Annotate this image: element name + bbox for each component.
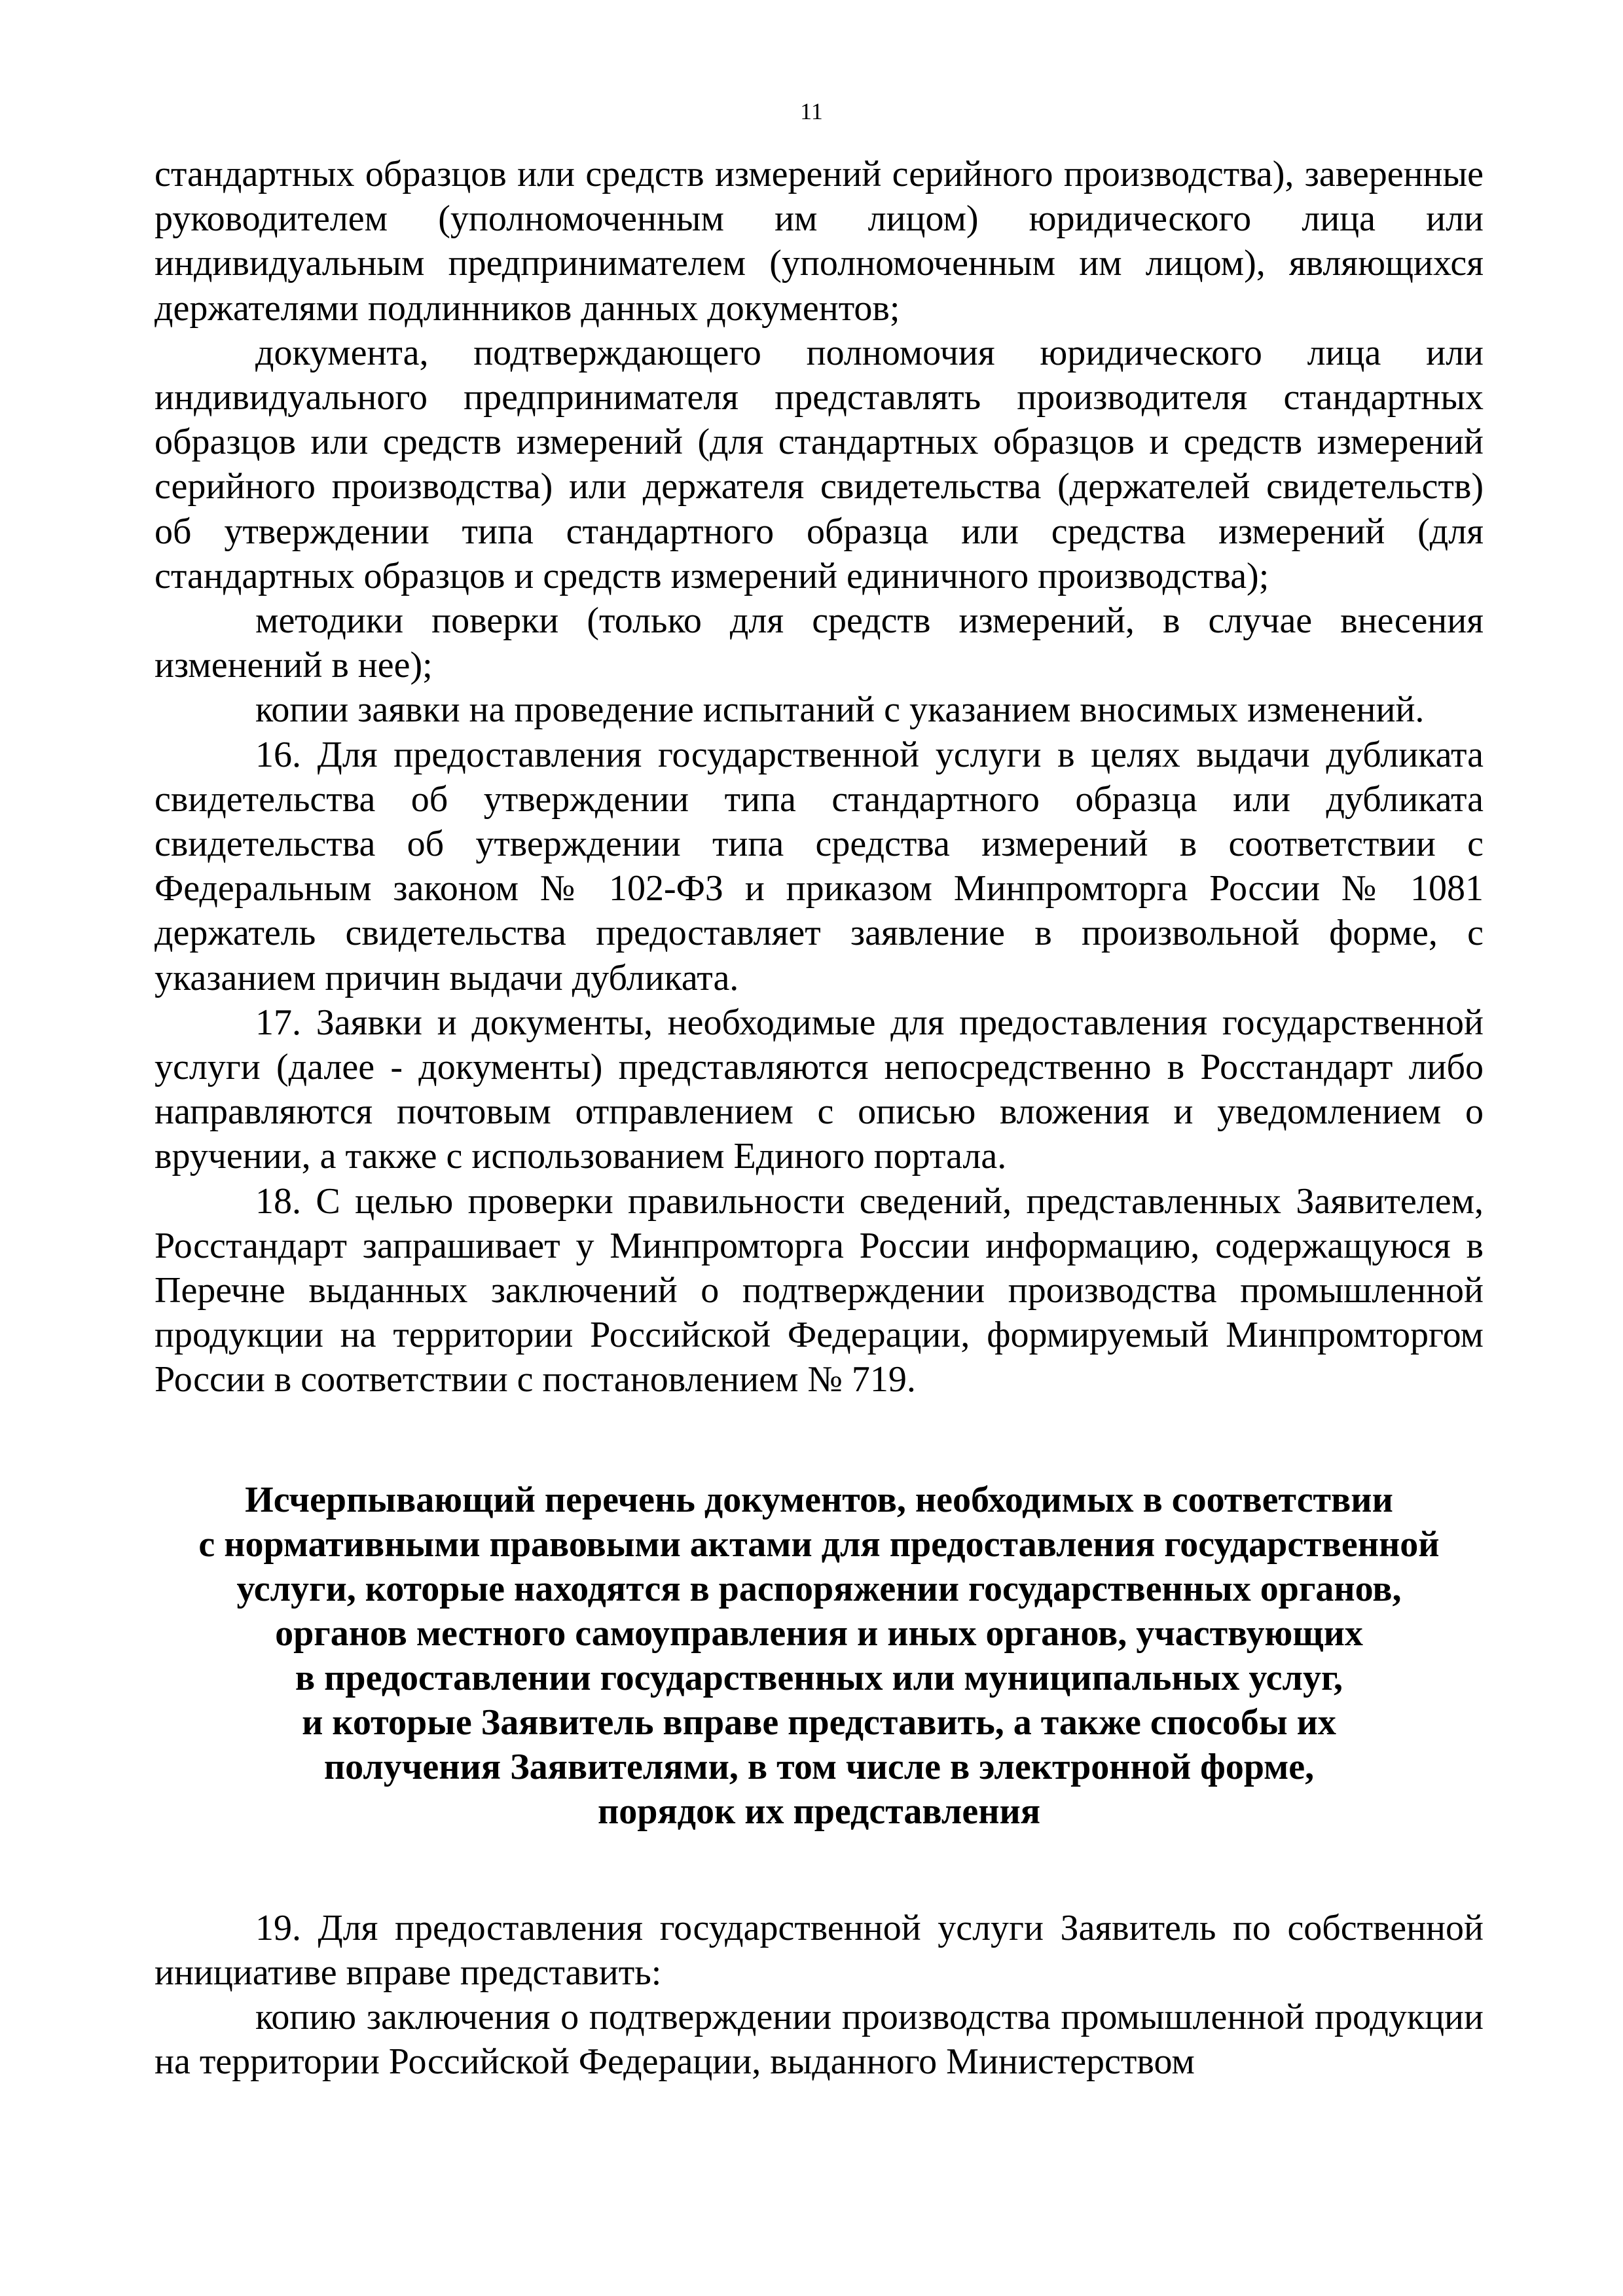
heading-line: органов местного самоуправления и иных органов, участвующих <box>275 1613 1363 1654</box>
heading-line: и которые Заявитель вправе представить, а также способы их <box>302 1702 1336 1743</box>
paragraph-conclusion-copy: копию заключения о подтверждении производства промышленной продукции на территории Российской Федерации, выданного Министерством <box>155 1997 1484 2083</box>
paragraph-18: 18. С целью проверки правильности сведений, представленных Заявителем, Росстандарт запрашивает у Минпромторга России информацию, содержащуюся в Перечне выданных заключений о подтверждении производства промышленной продукции на территории Российской Федерации, формируемый Минпромторгом России в соответствии с постановлением № 719. <box>155 1180 1484 1400</box>
section-heading <box>155 1478 1484 1834</box>
paragraph-authority-document: документа, подтверждающего полномочия юридического лица или индивидуального предпринимателя представлять производителя стандартных образцов или средств измерений (для стандартных образцов и средств измерений серийного производства) или держателя свидетельства (держателей свидетельств) об утверждении типа стандартного образца или средства измерений (для стандартных образцов и средств измерений единичного производства); <box>155 332 1484 596</box>
heading-line: услуги, которые находятся в распоряжении государственных органов, <box>236 1568 1402 1609</box>
heading-line: с нормативными правовыми актами для предоставления государственной <box>198 1523 1440 1565</box>
paragraph-17: 17. Заявки и документы, необходимые для предоставления государственной услуги (далее - документы) представляются непосредственно в Росстандарт либо направляются почтовым отправлением с описью вложения и уведомлением о вручении, а также с использованием Единого портала. <box>155 1002 1484 1177</box>
page-number: 11 <box>800 98 823 124</box>
paragraph-verification-methods: методики поверки (только для средств измерений, в случае внесения изменений в нее); <box>155 600 1484 686</box>
document-body <box>155 152 1484 2085</box>
paragraph-16: 16. Для предоставления государственной услуги в целях выдачи дубликата свидетельства об утверждении типа стандартного образца или дубликата свидетельства об утверждении типа средства измерений в соответствии с Федеральным законом № 102-ФЗ и приказом Минпромторга России № 1081 держатель свидетельства предоставляет заявление в произвольной форме, с указанием причин выдачи дубликата. <box>155 734 1484 998</box>
paragraph-19: 19. Для предоставления государственной услуги Заявитель по собственной инициативе вправе представить: <box>155 1907 1484 1993</box>
paragraph-continuation: стандартных образцов или средств измерений серийного производства), заверенные руководителем (уполномоченным им лицом) юридического лица или индивидуальным предпринимателем (уполномоченным им лицом), являющихся держателями подлинников данных документов; <box>155 154 1484 329</box>
heading-line: Исчерпывающий перечень документов, необходимых в соответствии <box>245 1479 1393 1520</box>
paragraph-application-copies: копии заявки на проведение испытаний с указанием вносимых изменений. <box>255 689 1425 731</box>
heading-line: получения Заявителями, в том числе в электронной форме, <box>323 1746 1315 1787</box>
heading-line: в предоставлении государственных или муниципальных услуг, <box>295 1657 1343 1698</box>
heading-line: порядок их представления <box>597 1791 1041 1832</box>
